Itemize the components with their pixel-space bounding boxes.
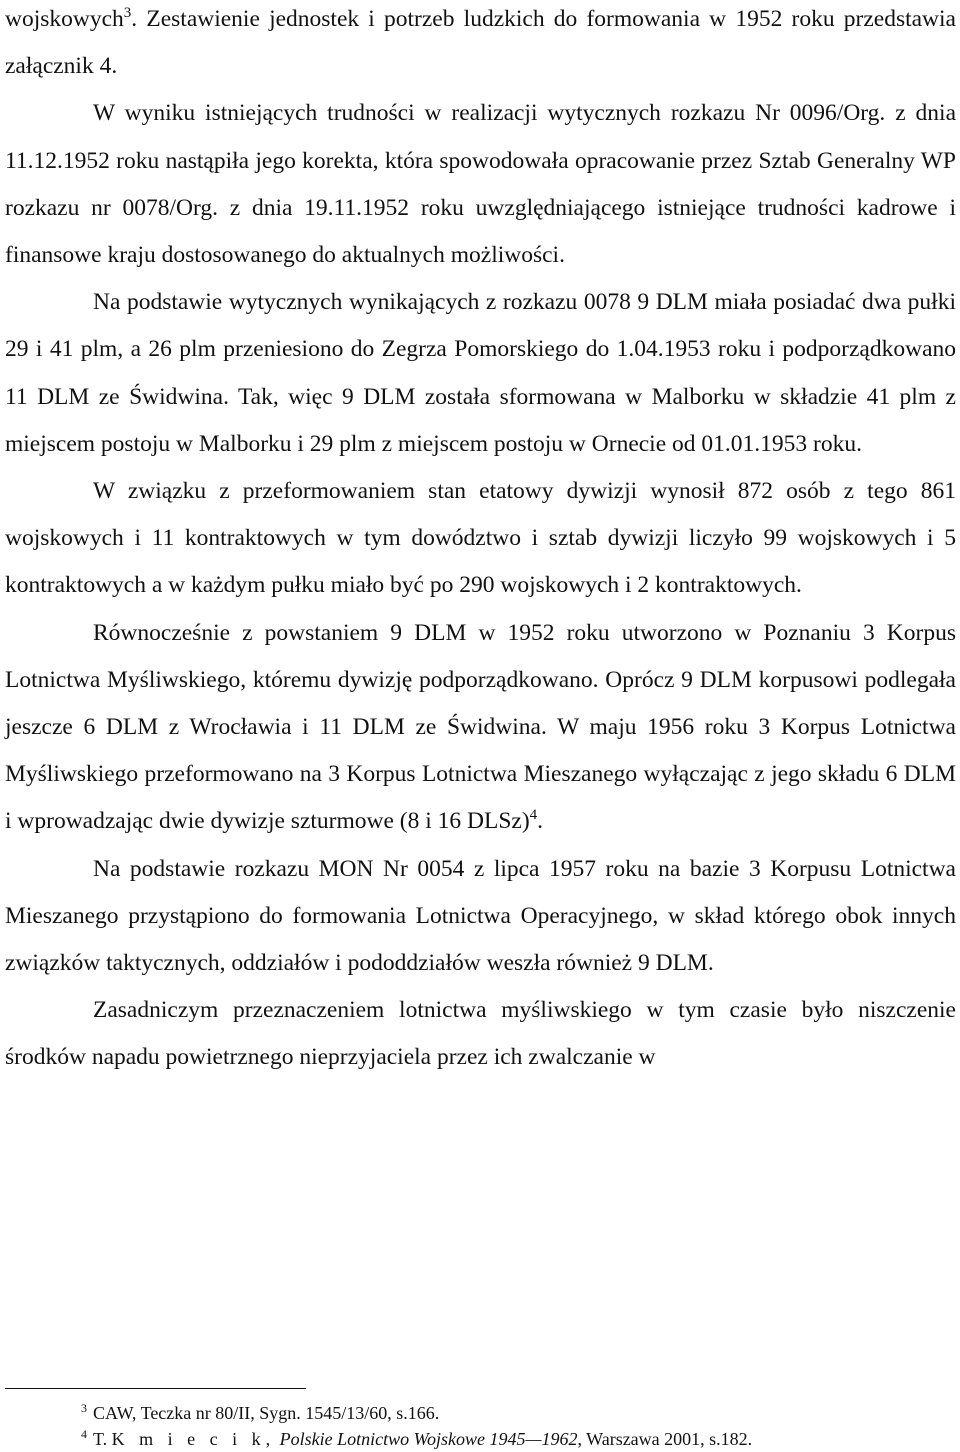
footnote-ref-3[interactable]: 3 [123,5,132,22]
footnote-prefix: T. [93,1429,108,1449]
footnote-book-title: Polskie Lotnictwo Wojskowe 1945—1962 [279,1429,578,1449]
footnote-number: 4 [81,1427,87,1441]
paragraph-continued [5,0,956,90]
text-run: . Zestawienie jednostek i potrzeb ludzkich do formowania w 1952 roku przedstawia załącznik 4. [5,6,956,80]
footnote-text: CAW, Teczka nr 80/II, Sygn. 1545/13/60, s.166. [93,1403,440,1423]
footnote-number: 3 [81,1401,87,1415]
text-run: wojskowych [5,6,124,32]
paragraph-regiments: Na podstawie wytycznych wynikających z rozkazu 0078 9 DLM miała posiadać dwa pułki 29 i 41 plm, a 26 plm przeniesiono do Zegrza Pomorskiego do 1.04.1953 roku i podporządkowano 11 DLM ze Świdwina. Tak, więc 9 DLM została sformowana w Malborku w składzie 41 plm z miejscem postoju w Malborku i 29 plm z miejscem postoju w Ornecie od 01.01.1953 roku. [5,289,956,457]
text-run: Równocześnie z powstaniem 9 DLM w 1952 roku utworzono w Poznaniu 3 Korpus Lotnictwa Myśliwskiego, któremu dywizję podporządkowano. Oprócz 9 DLM korpusowi podlegała jeszcze 6 DLM z Wrocławia i 11 DLM ze Świdwina. W maju 1956 roku 3 Korpus Lotnictwa Myśliwskiego przeformowano na 3 Korpus Lotnictwa Mieszanego wyłączając z jego składu 6 DLM i wprowadzając dwie dywizje szturmowe (8 i 16 DLSz) [5,619,956,835]
footnote-3 [81,1400,941,1426]
paragraph-staffing: W związku z przeformowaniem stan etatowy dywizji wynosił 872 osób z tego 861 wojskowych i 11 kontraktowych w tym dowództwo i sztab dywizji liczyło 99 wojskowych i 5 kontraktowych a w każdym pułku miało być po 290 wojskowych i 2 kontraktowych. [5,478,956,599]
text-run: . [537,808,544,835]
paragraph-purpose: Zasadniczym przeznaczeniem lotnictwa myśliwskiego w tym czasie było niszczenie środków napadu powietrznego nieprzyjaciela przez ich zwalczanie w [5,997,956,1071]
footnote-4 [81,1426,941,1452]
footnote-suffix: , Warszawa 2001, s.182. [577,1429,753,1449]
footnote-author: K m i e c i k, [111,1429,276,1449]
footnote-separator [5,1388,306,1389]
paragraph-corps [5,610,956,846]
paragraph-operational-aviation: Na podstawie rozkazu MON Nr 0054 z lipca 1957 roku na bazie 3 Korpusu Lotnictwa Mieszanego przystąpiono do formowania Lotnictwa Operacyjnego, w skład którego obok innych związków taktycznych, oddziałów i pododdziałów weszła również 9 DLM. [5,855,956,977]
paragraph-rozkaz-correction: W wyniku istniejących trudności w realizacji wytycznych rozkazu Nr 0096/Org. z dnia 11.12.1952 roku nastąpiła jego korekta, która spowodowała opracowanie przez Sztab Generalny WP rozkazu nr 0078/Org. z dnia 19.11.1952 roku uwzględniającego istniejące trudności kadrowe i finansowe kraju dostosowanego do aktualnych możliwości. [5,100,956,269]
footnotes [81,1400,941,1452]
document-body [5,0,956,1082]
footnote-ref-4[interactable]: 4 [529,807,538,824]
